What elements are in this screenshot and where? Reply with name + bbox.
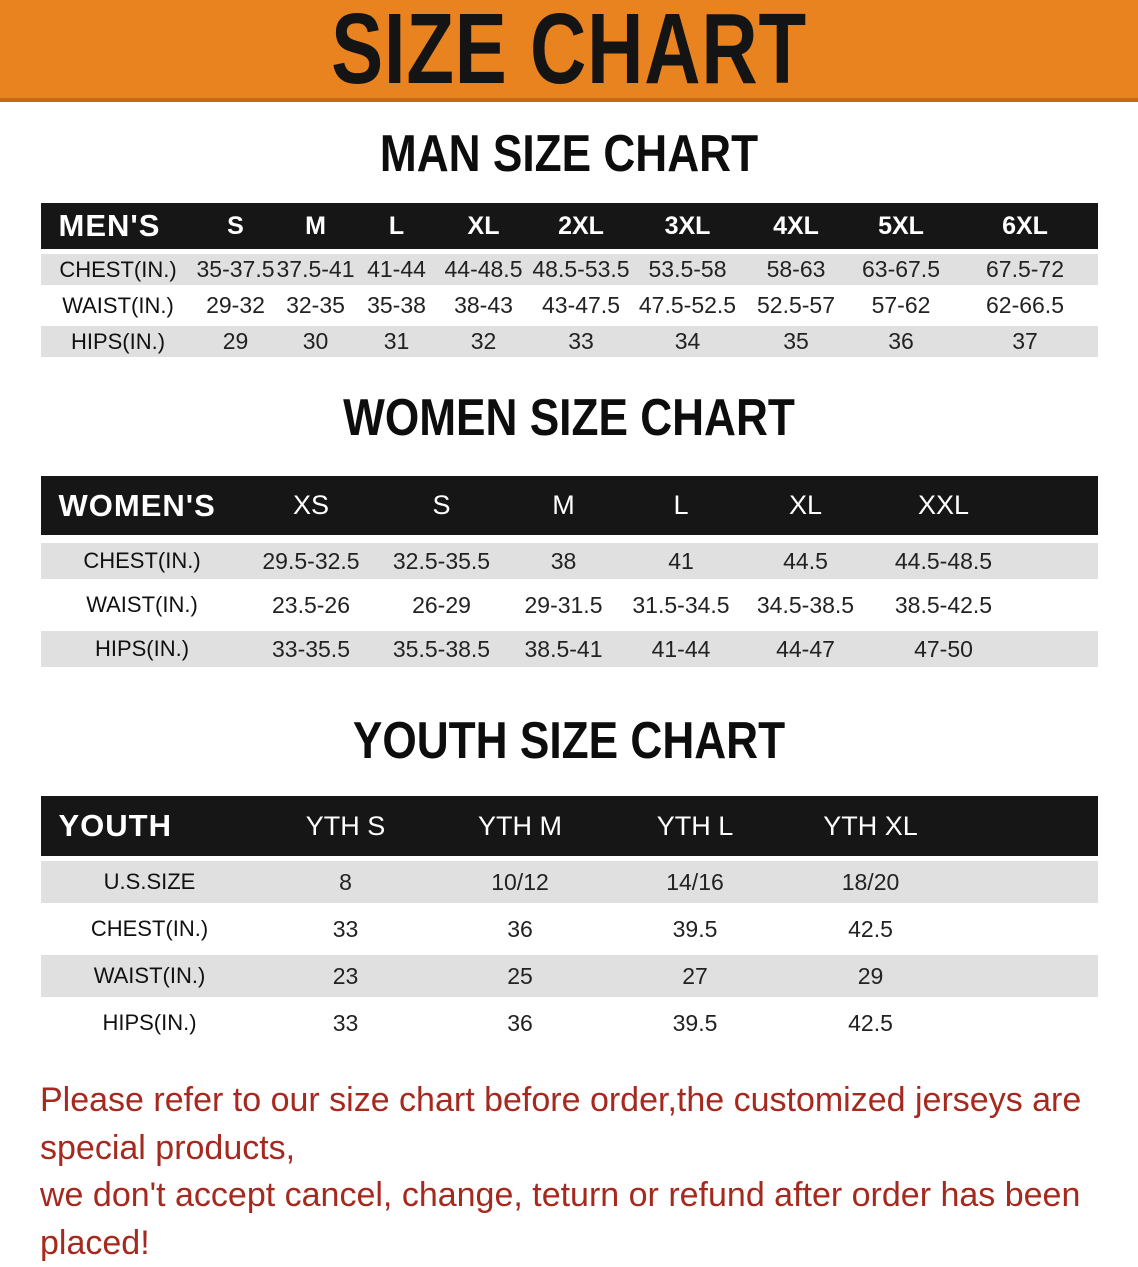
table-row (41, 631, 1098, 667)
table-header-row (41, 796, 1098, 856)
filler-cell (959, 908, 1098, 950)
youth-section-heading: YOUTH SIZE CHART (352, 712, 786, 770)
size-value: 57-62 (850, 290, 953, 321)
size-value: 29 (783, 955, 959, 997)
size-value: 38-43 (438, 290, 530, 321)
banner-title: SIZE CHART (331, 0, 807, 105)
size-value: 25 (433, 955, 608, 997)
column-header: XXL (872, 476, 1016, 535)
size-value: 31.5-34.5 (623, 587, 740, 623)
table-row (41, 861, 1098, 903)
column-header: M (505, 476, 623, 535)
disclaimer-line-2: we don't accept cancel, change, teturn or refund after order has been placed! (40, 1176, 1081, 1262)
size-value: 42.5 (783, 908, 959, 950)
size-value: 26-29 (379, 587, 505, 623)
column-header: YTH XL (783, 796, 959, 856)
size-value: 29 (196, 326, 276, 357)
size-value: 58-63 (743, 254, 850, 285)
size-value: 39.5 (608, 908, 783, 950)
size-value: 48.5-53.5 (530, 254, 633, 285)
column-header: 5XL (850, 203, 953, 249)
column-header: 2XL (530, 203, 633, 249)
table-row (41, 543, 1098, 579)
row-label: WAIST(IN.) (41, 290, 196, 321)
size-value: 44.5-48.5 (872, 543, 1016, 579)
size-value: 29-32 (196, 290, 276, 321)
column-header: YTH L (608, 796, 783, 856)
size-value: 23 (259, 955, 433, 997)
column-header: XL (438, 203, 530, 249)
table-row (41, 254, 1098, 285)
column-header: S (196, 203, 276, 249)
size-value: 36 (433, 908, 608, 950)
size-value: 37 (953, 326, 1098, 357)
size-value: 35 (743, 326, 850, 357)
table-corner-label: YOUTH (41, 796, 259, 856)
size-value: 52.5-57 (743, 290, 850, 321)
size-value: 32-35 (276, 290, 356, 321)
womens-size-table (41, 468, 1098, 675)
row-label: HIPS(IN.) (41, 1002, 259, 1044)
section-women (0, 389, 1138, 675)
women-section-heading: WOMEN SIZE CHART (343, 389, 795, 447)
table-row (41, 326, 1098, 357)
size-value: 38.5-41 (505, 631, 623, 667)
men-section-heading: MAN SIZE CHART (379, 125, 759, 183)
column-header: YTH S (259, 796, 433, 856)
size-value: 41 (623, 543, 740, 579)
size-value: 36 (433, 1002, 608, 1044)
filler-cell (959, 1002, 1098, 1044)
size-value: 29.5-32.5 (244, 543, 379, 579)
size-value: 33-35.5 (244, 631, 379, 667)
table-row (41, 587, 1098, 623)
size-value: 23.5-26 (244, 587, 379, 623)
filler-cell (1016, 543, 1098, 579)
row-label: CHEST(IN.) (41, 254, 196, 285)
size-value: 33 (530, 326, 633, 357)
size-value: 32 (438, 326, 530, 357)
filler-cell (959, 955, 1098, 997)
table-header-row (41, 203, 1098, 249)
size-value: 34 (633, 326, 743, 357)
size-value: 33 (259, 1002, 433, 1044)
table-row (41, 908, 1098, 950)
filler-cell (1016, 476, 1098, 535)
row-label: WAIST(IN.) (41, 587, 244, 623)
section-men (0, 125, 1138, 362)
row-label: CHEST(IN.) (41, 908, 259, 950)
size-value: 35-38 (356, 290, 438, 321)
size-value: 18/20 (783, 861, 959, 903)
column-header: L (356, 203, 438, 249)
size-value: 42.5 (783, 1002, 959, 1044)
column-header: S (379, 476, 505, 535)
size-value: 31 (356, 326, 438, 357)
disclaimer-line-1: Please refer to our size chart before order,the customized jerseys are special products, (40, 1081, 1082, 1167)
column-header: 4XL (743, 203, 850, 249)
size-value: 43-47.5 (530, 290, 633, 321)
size-value: 44-47 (740, 631, 872, 667)
size-value: 38 (505, 543, 623, 579)
row-label: U.S.SIZE (41, 861, 259, 903)
column-header: L (623, 476, 740, 535)
size-value: 8 (259, 861, 433, 903)
column-header: 6XL (953, 203, 1098, 249)
size-value: 37.5-41 (276, 254, 356, 285)
column-header: XL (740, 476, 872, 535)
table-row (41, 955, 1098, 997)
mens-size-table (41, 198, 1098, 362)
row-label: CHEST(IN.) (41, 543, 244, 579)
column-header: 3XL (633, 203, 743, 249)
table-row (41, 1002, 1098, 1044)
filler-cell (1016, 587, 1098, 623)
table-header-row (41, 476, 1098, 535)
size-value: 29-31.5 (505, 587, 623, 623)
table-row (41, 290, 1098, 321)
size-value: 47-50 (872, 631, 1016, 667)
row-label: HIPS(IN.) (41, 631, 244, 667)
size-value: 67.5-72 (953, 254, 1098, 285)
filler-cell (959, 861, 1098, 903)
row-label: HIPS(IN.) (41, 326, 196, 357)
size-chart-banner (0, 0, 1138, 105)
table-corner-label: MEN'S (41, 203, 196, 249)
size-value: 35-37.5 (196, 254, 276, 285)
size-value: 10/12 (433, 861, 608, 903)
column-header: YTH M (433, 796, 608, 856)
size-value: 39.5 (608, 1002, 783, 1044)
column-header: XS (244, 476, 379, 535)
section-youth (0, 712, 1138, 1049)
size-value: 62-66.5 (953, 290, 1098, 321)
size-value: 33 (259, 908, 433, 950)
size-value: 32.5-35.5 (379, 543, 505, 579)
size-value: 30 (276, 326, 356, 357)
size-value: 34.5-38.5 (740, 587, 872, 623)
size-value: 35.5-38.5 (379, 631, 505, 667)
row-label: WAIST(IN.) (41, 955, 259, 997)
table-corner-label: WOMEN'S (41, 476, 244, 535)
disclaimer-text (40, 1077, 1138, 1267)
size-value: 47.5-52.5 (633, 290, 743, 321)
size-value: 44.5 (740, 543, 872, 579)
size-value: 44-48.5 (438, 254, 530, 285)
column-header: M (276, 203, 356, 249)
youth-size-table (41, 791, 1098, 1049)
size-value: 63-67.5 (850, 254, 953, 285)
size-value: 53.5-58 (633, 254, 743, 285)
filler-cell (959, 796, 1098, 856)
size-value: 36 (850, 326, 953, 357)
size-value: 41-44 (623, 631, 740, 667)
size-value: 41-44 (356, 254, 438, 285)
size-value: 38.5-42.5 (872, 587, 1016, 623)
filler-cell (1016, 631, 1098, 667)
size-value: 27 (608, 955, 783, 997)
size-value: 14/16 (608, 861, 783, 903)
